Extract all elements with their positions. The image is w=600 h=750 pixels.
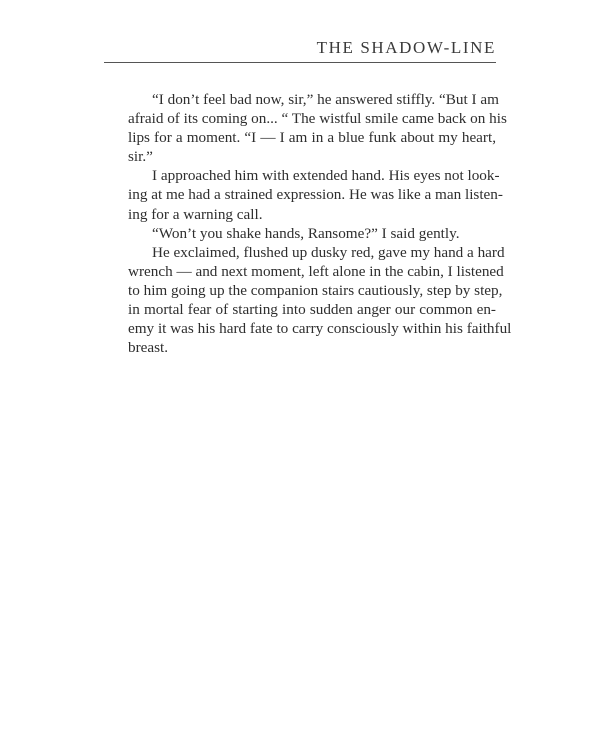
text-line: He exclaimed, flushed up dusky red, gave my hand a hard	[152, 243, 505, 261]
body-text	[104, 90, 512, 357]
text-line: ing at me had a strained expression. He was like a man listen-	[128, 186, 503, 204]
paragraph	[104, 243, 512, 358]
text-line: ing for a warning call.	[128, 205, 263, 223]
text-line: I approached him with extended hand. His eyes not look-	[152, 167, 500, 185]
paragraph	[104, 166, 503, 223]
text-line: “Won’t you shake hands, Ransome?” I said gently.	[152, 224, 460, 242]
text-line: wrench — and next moment, left alone in the cabin, I listened	[128, 262, 504, 280]
paragraph	[104, 224, 496, 243]
text-line: sir.”	[128, 148, 153, 166]
text-line: to him going up the companion stairs cautiously, step by step,	[128, 281, 503, 299]
header-rule	[104, 62, 496, 63]
text-line: afraid of its coming on... “ The wistful smile came back on his	[128, 110, 507, 128]
text-line: “I don’t feel bad now, sir,” he answered stiffly. “But I am	[152, 91, 499, 108]
paragraph	[104, 90, 507, 166]
text-line: in mortal fear of starting into sudden anger our common en-	[128, 301, 496, 319]
text-line: emy it was his hard fate to carry consciously within his faithful	[128, 320, 512, 338]
running-head-title: THE SHADOW-LINE	[316, 38, 496, 57]
text-line: breast.	[128, 339, 169, 357]
text-line: lips for a moment. “I — I am in a blue funk about my heart,	[128, 129, 496, 147]
